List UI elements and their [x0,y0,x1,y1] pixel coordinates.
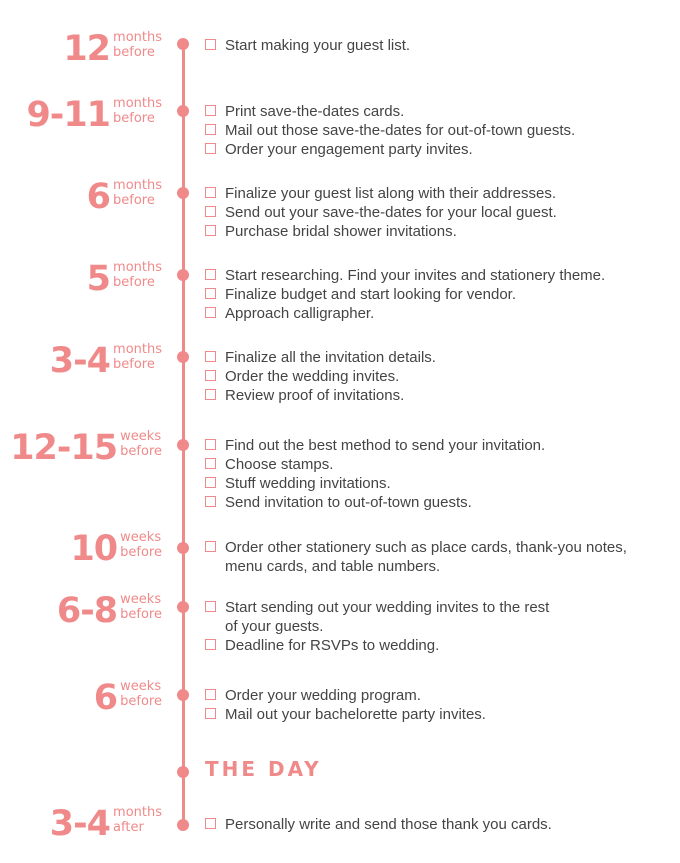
stage-time-label [70,530,162,568]
timeline-dot [177,819,189,831]
checklist-item-text: Choose stamps. [225,456,334,473]
checklist-item-text: Review proof of invitations. [225,387,405,404]
checklist-item [205,436,675,455]
checkbox-icon[interactable] [205,39,216,50]
checkbox-icon[interactable] [205,389,216,400]
checkbox-icon[interactable] [205,143,216,154]
checklist-item-text: Mail out your bachelorette party invites. [225,706,486,723]
stage-unit-bottom: before [113,45,155,60]
checklist-item-text: Order other stationery such as place cards, thank-you notes, menu cards, and table numbers. [225,539,627,575]
checklist-item [205,636,675,655]
stage-amount: 9-11 [26,95,111,135]
checkbox-icon[interactable] [205,496,216,507]
stage-amount: 6-8 [56,591,118,631]
stage-checklist [205,184,675,241]
checkbox-icon[interactable] [205,477,216,488]
stage-unit [113,342,162,372]
checkbox-icon[interactable] [205,818,216,829]
stage-time-label [50,805,162,843]
checklist-item-text: Finalize budget and start looking for vendor. [225,286,517,303]
stage-checklist [205,538,675,576]
stage-checklist [205,266,675,323]
stage-unit [120,592,162,622]
checklist-item [205,474,675,493]
checklist-item-text: Send out your save-the-dates for your local guest. [225,204,557,221]
stage-unit [113,30,162,60]
stage-time-label [57,592,162,630]
stage-unit-bottom: before [120,545,162,560]
timeline-dot [177,269,189,281]
checklist-item-text: Deadline for RSVPs to wedding. [225,637,440,654]
stage-time-label [50,342,162,380]
checkbox-icon[interactable] [205,370,216,381]
checklist-item-text: Print save-the-dates cards. [225,103,405,120]
stage-time-label [63,30,162,68]
stage-time-label [94,679,162,717]
checklist-item [205,686,675,705]
checkbox-icon[interactable] [205,187,216,198]
stage-unit-top: months [113,96,162,111]
stage-amount: 10 [70,529,118,569]
checklist-item-text: Finalize your guest list along with their addresses. [225,185,556,202]
stage-amount: 12-15 [10,428,118,468]
the-day-dot [177,766,189,778]
stage-unit-bottom: before [113,193,155,208]
checklist-item [205,367,675,386]
stage-unit-bottom: before [113,357,155,372]
checklist-item [205,36,675,55]
the-day-heading: THE DAY [205,757,322,781]
checklist-item-text: Find out the best method to send your invitation. [225,437,546,454]
checkbox-icon[interactable] [205,541,216,552]
checkbox-icon[interactable] [205,458,216,469]
stage-amount: 12 [63,29,111,69]
stage-time-label [26,96,162,134]
checklist-item-text: Stuff wedding invitations. [225,475,391,492]
stage-unit [113,805,162,835]
stage-checklist [205,686,675,724]
stage-unit [120,679,162,709]
checklist-item [205,285,675,304]
timeline-dot [177,689,189,701]
stage-time-label [87,260,162,298]
stage-unit [113,96,162,126]
checklist-item-text: Order the wedding invites. [225,368,400,385]
checkbox-icon[interactable] [205,288,216,299]
stage-checklist [205,436,675,512]
checklist-item [205,493,675,512]
checklist-item-text: Mail out those save-the-dates for out-of-town guests. [225,122,576,139]
stage-unit-bottom: before [120,694,162,709]
timeline-dot [177,38,189,50]
stage-checklist [205,36,675,55]
stage-unit-bottom: before [120,444,162,459]
stage-unit [113,178,162,208]
checklist-item [205,184,675,203]
stage-unit-top: weeks [120,530,162,545]
stage-time-label [87,178,162,216]
stage-unit-bottom: after [113,820,144,835]
stage-unit [113,260,162,290]
checklist-item-text: Approach calligrapher. [225,305,375,322]
checklist-item [205,815,675,834]
stage-amount: 3-4 [49,341,111,381]
checklist-item [205,598,675,636]
checkbox-icon[interactable] [205,689,216,700]
checklist-item [205,222,675,241]
stage-amount: 6 [86,177,111,217]
stage-unit-top: months [113,178,162,193]
checklist-item [205,386,675,405]
timeline-dot [177,439,189,451]
stage-amount: 6 [93,678,118,718]
stage-unit-top: months [113,805,162,820]
stage-unit-top: weeks [120,429,162,444]
checklist-item-text: Send invitation to out-of-town guests. [225,494,472,511]
checkbox-icon[interactable] [205,351,216,362]
checklist-item [205,304,675,323]
checklist-item-text: Start researching. Find your invites and stationery theme. [225,267,606,284]
checklist-item-text: Order your wedding program. [225,687,421,704]
stage-checklist [205,815,675,834]
checkbox-icon[interactable] [205,601,216,612]
checkbox-icon[interactable] [205,439,216,450]
stage-unit-top: months [113,30,162,45]
stage-unit [120,429,162,459]
checkbox-icon[interactable] [205,105,216,116]
stage-unit-bottom: before [113,111,155,126]
checklist-item-text: Purchase bridal shower invitations. [225,223,457,240]
checkbox-icon[interactable] [205,206,216,217]
stage-amount: 5 [86,259,111,299]
stage-unit-top: weeks [120,592,162,607]
checklist-item [205,348,675,367]
stage-unit-bottom: before [113,275,155,290]
timeline-dot [177,187,189,199]
stage-unit-top: months [113,260,162,275]
stage-unit-bottom: before [120,607,162,622]
checklist-item [205,121,675,140]
checklist-item [205,538,675,576]
checkbox-icon[interactable] [205,225,216,236]
checklist-item-text: Start making your guest list. [225,37,411,54]
stage-amount: 3-4 [49,804,111,844]
checklist-item [205,203,675,222]
checkbox-icon[interactable] [205,639,216,650]
stage-checklist [205,598,675,655]
checkbox-icon[interactable] [205,708,216,719]
checklist-item [205,140,675,159]
checkbox-icon[interactable] [205,307,216,318]
stage-unit-top: months [113,342,162,357]
checklist-item-text: Finalize all the invitation details. [225,349,436,366]
timeline-dot [177,601,189,613]
checklist-item-text: Personally write and send those thank you cards. [225,816,552,833]
timeline-line [182,44,185,824]
checklist-item-text: Start sending out your wedding invites to the rest of your guests. [225,599,550,635]
checklist-item [205,102,675,121]
timeline-dot [177,351,189,363]
checklist-item [205,266,675,285]
stage-time-label [10,429,162,467]
stage-unit [120,530,162,560]
checkbox-icon[interactable] [205,269,216,280]
stage-checklist [205,348,675,405]
stage-unit-top: weeks [120,679,162,694]
timeline-dot [177,542,189,554]
checklist-item-text: Order your engagement party invites. [225,141,473,158]
stage-checklist [205,102,675,159]
checklist-item [205,455,675,474]
timeline-dot [177,105,189,117]
checkbox-icon[interactable] [205,124,216,135]
checklist-item [205,705,675,724]
